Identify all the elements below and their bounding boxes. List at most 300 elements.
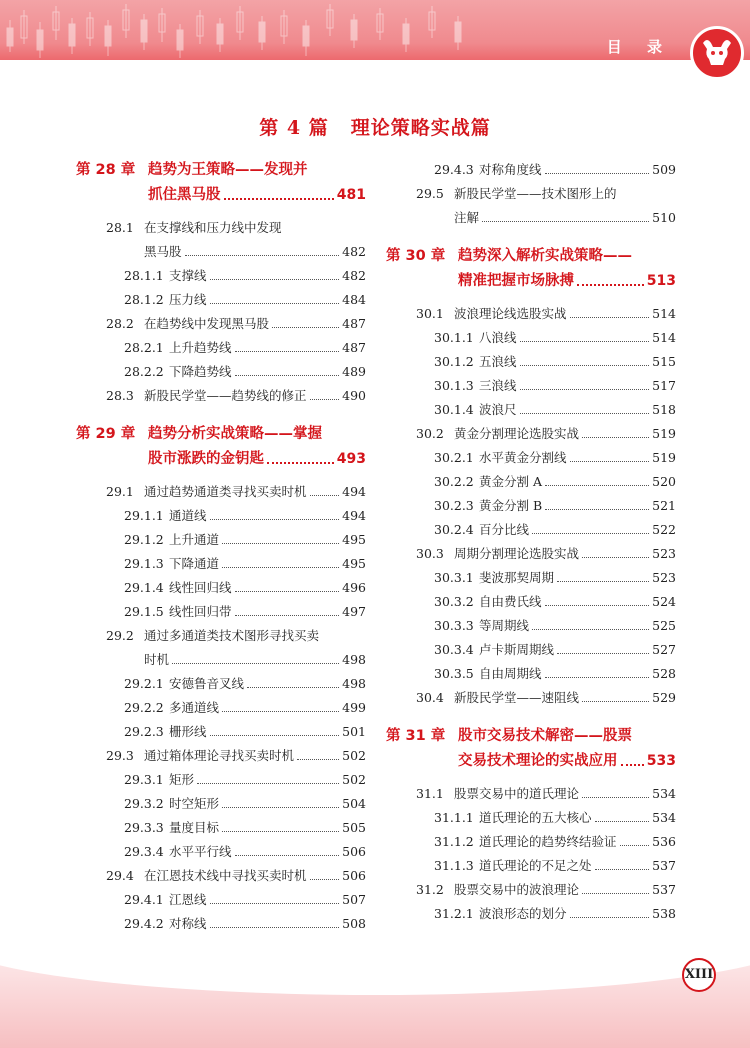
page-number: 494 [342,508,366,523]
section-title: 通过箱体理论寻找买卖时机 [144,748,295,763]
page-number: 513 [646,273,676,289]
dot-leader [520,341,650,342]
header-curve [0,60,750,78]
dot-leader [210,279,340,280]
dot-leader [310,879,340,880]
spacer [76,408,366,422]
section-number: 30.4 [416,690,444,705]
section-title: 注解 [454,210,480,225]
toc-subsection[interactable] [386,662,676,686]
section-title: 道氏理论的五大核心 [479,810,592,825]
dot-leader [235,615,340,616]
chapter-line2 [76,446,366,472]
dot-leader [557,581,649,582]
section-number: 29.1.4 [124,580,164,595]
section-number: 31.1.2 [434,834,474,849]
dot-leader [595,869,650,870]
section-title: 五浪线 [479,354,517,369]
toc-section[interactable] [76,744,366,768]
toc-subsection[interactable] [76,888,366,912]
toc-subsection[interactable] [76,552,366,576]
toc-subsection[interactable] [386,854,676,878]
part-name: 理论策略实战篇 [350,117,491,139]
spacer [386,710,676,724]
section-number: 29.3.1 [124,772,164,787]
page-number: 487 [342,340,366,355]
page-number: 509 [652,162,676,177]
page-number: 502 [342,748,366,763]
toc-subsection[interactable] [386,830,676,854]
section-number: 29.4 [106,868,134,883]
spacer [386,294,676,302]
dot-leader [557,653,649,654]
toc-section[interactable] [76,384,366,408]
dot-leader [577,268,644,286]
section-number: 31.1.3 [434,858,474,873]
chapter-line2 [386,748,676,774]
toc-subsection[interactable] [76,696,366,720]
chapter-line1 [386,244,676,268]
dot-leader [532,629,649,630]
toc-subsection[interactable] [386,398,676,422]
toc-section[interactable] [76,624,366,648]
section-title: 等周期线 [479,618,530,633]
toc-right-column [386,158,676,926]
page-number: 496 [342,580,366,595]
spacer [386,230,676,244]
section-number: 28.2.2 [124,364,164,379]
page-number: 499 [342,700,366,715]
page-number: 529 [652,690,676,705]
toc-subsection[interactable] [386,494,676,518]
section-title: 安德鲁音叉线 [169,676,245,691]
section-number: 30.1.4 [434,402,474,417]
toc-subsection[interactable] [386,566,676,590]
page-number: 487 [342,316,366,331]
section-number: 30.1 [416,306,444,321]
page-number: 489 [342,364,366,379]
section-title: 下降趋势线 [169,364,232,379]
dot-leader [570,461,650,462]
toc-subsection[interactable] [386,158,676,182]
toc-subsection[interactable] [76,360,366,384]
section-title: 斐波那契周期 [479,570,555,585]
section-number: 30.2.4 [434,522,474,537]
section-title: 在江恩技术线中寻找买卖时机 [144,868,307,883]
section-title: 自由周期线 [479,666,542,681]
section-title: 下降通道 [169,556,220,571]
section-number: 30.3.2 [434,594,474,609]
section-number: 29.1.1 [124,508,164,523]
section-title: 时机 [144,652,170,667]
chapter-title: 趋势深入解析实战策略—— [458,248,632,264]
section-title: 栅形线 [169,724,207,739]
page-number: 536 [652,834,676,849]
section-number: 31.2 [416,882,444,897]
page-number: 525 [652,618,676,633]
dot-leader [545,173,650,174]
section-title: 在趋势线中发现黑马股 [144,316,270,331]
page-number: 490 [342,388,366,403]
section-title: 目 录 [606,38,672,56]
page-number: 517 [652,378,676,393]
chapter-title: 趋势为王策略——发现并 [148,162,308,178]
page-number: 527 [652,642,676,657]
section-number: 29.1.5 [124,604,164,619]
chapter-title: 趋势分析实战策略——掌握 [148,426,322,442]
page-number: 493 [336,451,366,467]
toc-section[interactable] [386,542,676,566]
bull-logo-icon [690,26,744,80]
section-number: 31.1.1 [434,810,474,825]
page-number: 514 [652,330,676,345]
chapter-number: 第 29 章 [76,426,136,442]
section-number: 31.2.1 [434,906,474,921]
page-number: 506 [342,844,366,859]
section-title: 江恩线 [169,892,207,907]
section-number: 29.1.2 [124,532,164,547]
section-title: 股票交易中的波浪理论 [454,882,580,897]
dot-leader [545,485,649,486]
section-number: 29.1.3 [124,556,164,571]
section-title: 新股民学堂——速阻线 [454,690,580,705]
dot-leader [235,375,340,376]
section-title: 线性回归带 [169,604,232,619]
page-number: 481 [336,187,366,203]
dot-leader [520,413,650,414]
toc-subsection[interactable] [76,912,366,936]
part-number: 第 4 篇 [259,117,329,139]
toc-subsection[interactable] [76,504,366,528]
dot-leader [582,797,649,798]
toc-subsection[interactable] [76,336,366,360]
page-number: 515 [652,354,676,369]
page-number: 497 [342,604,366,619]
page-number: 510 [652,210,676,225]
page-number: 504 [342,796,366,811]
section-title: 新股民学堂——趋势线的修正 [144,388,307,403]
toc-subsection[interactable] [76,840,366,864]
toc-subsection[interactable] [76,600,366,624]
dot-leader [570,317,650,318]
section-number: 30.2.2 [434,474,474,489]
page-number: 520 [652,474,676,489]
dot-leader [197,783,339,784]
page-number: 498 [342,676,366,691]
toc-section[interactable] [386,686,676,710]
page-number: 505 [342,820,366,835]
dot-leader [310,495,340,496]
section-title: 周期分割理论选股实战 [454,546,580,561]
section-number: 29.3 [106,748,134,763]
dot-leader [595,821,650,822]
page-number: 528 [652,666,676,681]
page-number: 514 [652,306,676,321]
dot-leader [235,855,340,856]
spacer [76,472,366,480]
toc-subsection[interactable] [386,518,676,542]
chapter-line2 [386,268,676,294]
toc-subsection[interactable] [386,446,676,470]
toc-continuation[interactable] [386,206,676,230]
toc-subsection[interactable] [386,806,676,830]
page-number: 522 [652,522,676,537]
chapter-title-cont: 股市涨跌的金钥匙 [148,451,264,467]
section-number: 29.2 [106,628,134,643]
toc-subsection[interactable] [76,528,366,552]
page-number-badge: XIII [682,958,716,992]
dot-leader [222,711,339,712]
dot-leader [210,303,340,304]
dot-leader [210,903,340,904]
section-number: 30.2 [416,426,444,441]
section-title: 通过多通道类技术图形寻找买卖 [144,628,320,643]
dot-leader [267,446,334,464]
section-number: 29.4.1 [124,892,164,907]
section-title: 时空矩形 [169,796,220,811]
toc-subsection[interactable] [76,816,366,840]
section-number: 30.2.1 [434,450,474,465]
chapter-number: 第 30 章 [386,248,446,264]
section-number: 29.2.1 [124,676,164,691]
section-title: 通过趋势通道类寻找买卖时机 [144,484,307,499]
section-number: 29.2.3 [124,724,164,739]
section-title: 线性回归线 [169,580,232,595]
part-title [0,113,750,140]
toc-section[interactable] [76,480,366,504]
page-number: 537 [652,858,676,873]
chapter-title-cont: 抓住黑马股 [148,187,221,203]
dot-leader [582,701,649,702]
section-title: 多通道线 [169,700,220,715]
page-number: 524 [652,594,676,609]
section-title: 道氏理论的趋势终结验证 [479,834,617,849]
section-number: 29.3.3 [124,820,164,835]
toc-section[interactable] [386,878,676,902]
page-number: 482 [342,244,366,259]
dot-leader [520,365,650,366]
page-number: 495 [342,532,366,547]
section-title: 波浪理论线选股实战 [454,306,567,321]
toc-subsection[interactable] [386,470,676,494]
section-title: 道氏理论的不足之处 [479,858,592,873]
chapter-title-cont: 精准把握市场脉搏 [458,273,574,289]
dot-leader [210,735,340,736]
chapter-title-cont: 交易技术理论的实战应用 [458,753,618,769]
dot-leader [224,182,334,200]
page-number: 523 [652,546,676,561]
section-number: 30.3.4 [434,642,474,657]
section-title: 上升趋势线 [169,340,232,355]
page-number: 502 [342,772,366,787]
section-title: 对称线 [169,916,207,931]
page-number: 501 [342,724,366,739]
section-number: 30.2.3 [434,498,474,513]
section-title: 黑马股 [144,244,182,259]
page-number: 494 [342,484,366,499]
toc-section[interactable] [76,216,366,240]
dot-leader [247,687,339,688]
section-title: 新股民学堂——技术图形上的 [454,186,617,201]
dot-leader [621,748,644,766]
dot-leader [532,533,649,534]
page-number: 534 [652,786,676,801]
section-number: 29.1 [106,484,134,499]
section-number: 28.2 [106,316,134,331]
chapter-heading[interactable] [386,724,676,774]
toc-subsection[interactable] [76,264,366,288]
dot-leader [545,677,650,678]
section-title: 水平黄金分割线 [479,450,567,465]
section-title: 三浪线 [479,378,517,393]
section-number: 29.3.4 [124,844,164,859]
toc-section[interactable] [386,302,676,326]
dot-leader [210,519,340,520]
section-number: 28.1 [106,220,134,235]
section-title: 在支撑线和压力线中发现 [144,220,282,235]
dot-leader [620,845,650,846]
dot-leader [297,759,339,760]
section-number: 30.3.3 [434,618,474,633]
chapter-line1 [76,422,366,446]
chapter-number: 第 28 章 [76,162,136,178]
dot-leader [222,831,339,832]
chapter-heading[interactable] [76,158,366,208]
dot-leader [235,351,340,352]
section-title: 通道线 [169,508,207,523]
section-number: 28.1.1 [124,268,164,283]
page-number: 523 [652,570,676,585]
section-number: 30.1.2 [434,354,474,369]
page-number: 495 [342,556,366,571]
dot-leader [222,807,339,808]
section-title: 矩形 [169,772,195,787]
section-number: 29.5 [416,186,444,201]
section-title: 自由费氏线 [479,594,542,609]
section-title: 量度目标 [169,820,220,835]
section-title: 卢卡斯周期线 [479,642,555,657]
dot-leader [545,605,650,606]
dot-leader [222,567,339,568]
page-number: 538 [652,906,676,921]
section-number: 28.3 [106,388,134,403]
dot-leader [210,927,340,928]
page-number: 508 [342,916,366,931]
dot-leader [582,437,649,438]
toc-subsection[interactable] [76,672,366,696]
toc-section[interactable] [386,422,676,446]
section-number: 29.2.2 [124,700,164,715]
section-number: 28.2.1 [124,340,164,355]
chapter-number: 第 31 章 [386,728,446,744]
section-title: 百分比线 [479,522,530,537]
toc-subsection[interactable] [386,350,676,374]
page-number: 484 [342,292,366,307]
toc-section[interactable] [76,312,366,336]
chapter-heading[interactable] [76,422,366,472]
page-number: 506 [342,868,366,883]
page-number: 498 [342,652,366,667]
dot-leader [222,543,339,544]
section-title: 波浪形态的划分 [479,906,567,921]
dot-leader [582,557,649,558]
page-number: 518 [652,402,676,417]
toc-subsection[interactable] [76,720,366,744]
section-number: 28.1.2 [124,292,164,307]
section-title: 水平平行线 [169,844,232,859]
toc-section[interactable] [386,182,676,206]
dot-leader [272,327,339,328]
section-number: 30.3.1 [434,570,474,585]
toc-subsection[interactable] [386,614,676,638]
chapter-line1 [386,724,676,748]
candlestick-decoration [0,0,520,60]
section-title: 对称角度线 [479,162,542,177]
toc-continuation[interactable] [76,240,366,264]
page-number: 537 [652,882,676,897]
chapter-line2 [76,182,366,208]
dot-leader [520,389,650,390]
toc-section[interactable] [76,864,366,888]
page-number: 533 [646,753,676,769]
chapter-heading[interactable] [386,244,676,294]
page-number: 482 [342,268,366,283]
section-title: 黄金分割 B [479,498,543,513]
page-number: 534 [652,810,676,825]
section-number: 31.1 [416,786,444,801]
spacer [386,774,676,782]
section-number: 29.4.2 [124,916,164,931]
toc-subsection[interactable] [76,792,366,816]
dot-leader [570,917,650,918]
toc-subsection[interactable] [386,374,676,398]
toc-subsection[interactable] [76,768,366,792]
section-title: 黄金分割理论选股实战 [454,426,580,441]
section-number: 30.1.3 [434,378,474,393]
dot-leader [172,663,339,664]
page-number: 519 [652,450,676,465]
section-number: 30.3.5 [434,666,474,681]
section-title: 波浪尺 [479,402,517,417]
dot-leader [582,893,649,894]
section-title: 压力线 [169,292,207,307]
toc-continuation[interactable] [76,648,366,672]
toc-subsection[interactable] [386,902,676,926]
section-number: 29.3.2 [124,796,164,811]
section-title: 八浪线 [479,330,517,345]
toc-subsection[interactable] [386,638,676,662]
dot-leader [482,221,649,222]
toc-left-column [76,158,366,936]
toc-subsection[interactable] [386,326,676,350]
toc-section[interactable] [386,782,676,806]
toc-subsection[interactable] [76,288,366,312]
dot-leader [545,509,649,510]
section-number: 30.1.1 [434,330,474,345]
toc-subsection[interactable] [76,576,366,600]
section-title: 黄金分割 A [479,474,543,489]
chapter-title: 股市交易技术解密——股票 [458,728,632,744]
section-number: 30.3 [416,546,444,561]
page-number: 519 [652,426,676,441]
dot-leader [185,255,340,256]
dot-leader [310,399,340,400]
chapter-line1 [76,158,366,182]
toc-subsection[interactable] [386,590,676,614]
page-number: 507 [342,892,366,907]
dot-leader [235,591,340,592]
section-title: 上升通道 [169,532,220,547]
